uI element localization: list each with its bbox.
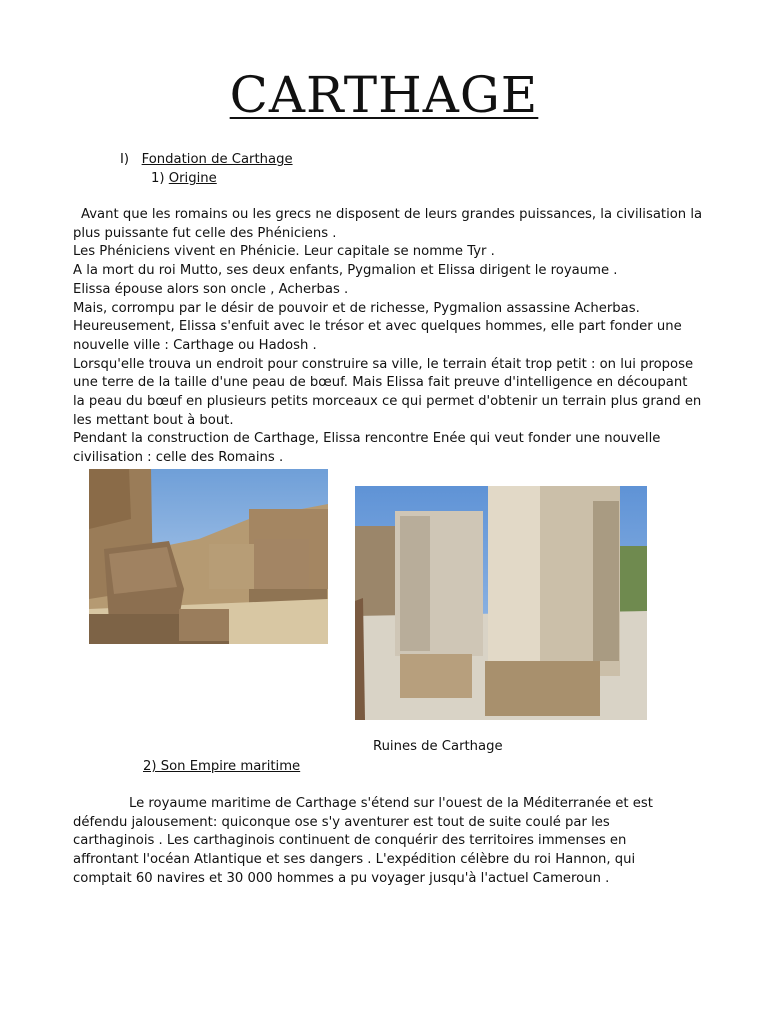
origin-text	[73, 206, 703, 468]
subsection-heading-empire	[143, 759, 300, 775]
subsection-title: 2) Son Empire maritime	[143, 759, 301, 774]
paragraph: Lorsqu'elle trouva un endroit pour construire sa ville, le terrain était trop petit : on lui propose une terre de la taille d'une peau de bœuf. Mais Elissa fait preuve d'intelligence en découpant la peau du bœuf en plusieurs petits morceaux ce qui permet d'obtenir un terrain plus grand en les mettant bout à bout.	[73, 356, 702, 428]
paragraph: Avant que les romains ou les grecs ne disposent de leurs grandes puissances, la civilisation la plus puissante fut celle des Phéniciens .	[73, 207, 703, 241]
subsection-heading-origine	[151, 171, 217, 187]
subsection-title: Origine	[168, 171, 217, 186]
paragraph: Heureusement, Elissa s'enfuit avec le trésor et avec quelques hommes, elle part fonder une nouvelle ville : Carthage ou Hadosh .	[73, 319, 682, 353]
section-number: I)	[120, 152, 130, 167]
paragraph: Elissa épouse alors son oncle , Acherbas .	[73, 281, 349, 297]
paragraph: A la mort du roi Mutto, ses deux enfants, Pygmalion et Elissa dirigent le royaume .	[73, 263, 618, 279]
ruins-photo-left	[89, 469, 328, 644]
paragraph: Les Phéniciens vivent en Phénicie. Leur capitale se nomme Tyr .	[73, 244, 495, 260]
columns-photo-right	[355, 486, 647, 720]
empire-text	[73, 795, 673, 889]
section-title: Fondation de Carthage	[141, 152, 293, 167]
paragraph: Pendant la construction de Carthage, Elissa rencontre Enée qui veut fonder une nouvelle civilisation : celle des Romains .	[73, 431, 661, 466]
paragraph: Le royaume maritime de Carthage s'étend sur l'ouest de la Méditerranée et est défendu jalousement: quiconque ose s'y aventurer est tout de suite coulé par les carthaginois . Les carthaginois continuent de conquérir des territoires immenses en affrontant l'océan Atlantique et ses dangers . L'expédition célèbre du roi Hannon, qui comptait 60 navires et 30 000 hommes a pu voyager jusqu'à l'actuel Cameroun .	[73, 796, 653, 886]
section-heading	[120, 152, 293, 168]
photo-caption: Ruines de Carthage	[373, 739, 503, 754]
page-title: CARTHAGE	[229, 66, 539, 124]
subsection-number: 1)	[151, 171, 165, 186]
paragraph: Mais, corrompu par le désir de pouvoir et de richesse, Pygmalion assassine Acherbas.	[73, 300, 640, 316]
